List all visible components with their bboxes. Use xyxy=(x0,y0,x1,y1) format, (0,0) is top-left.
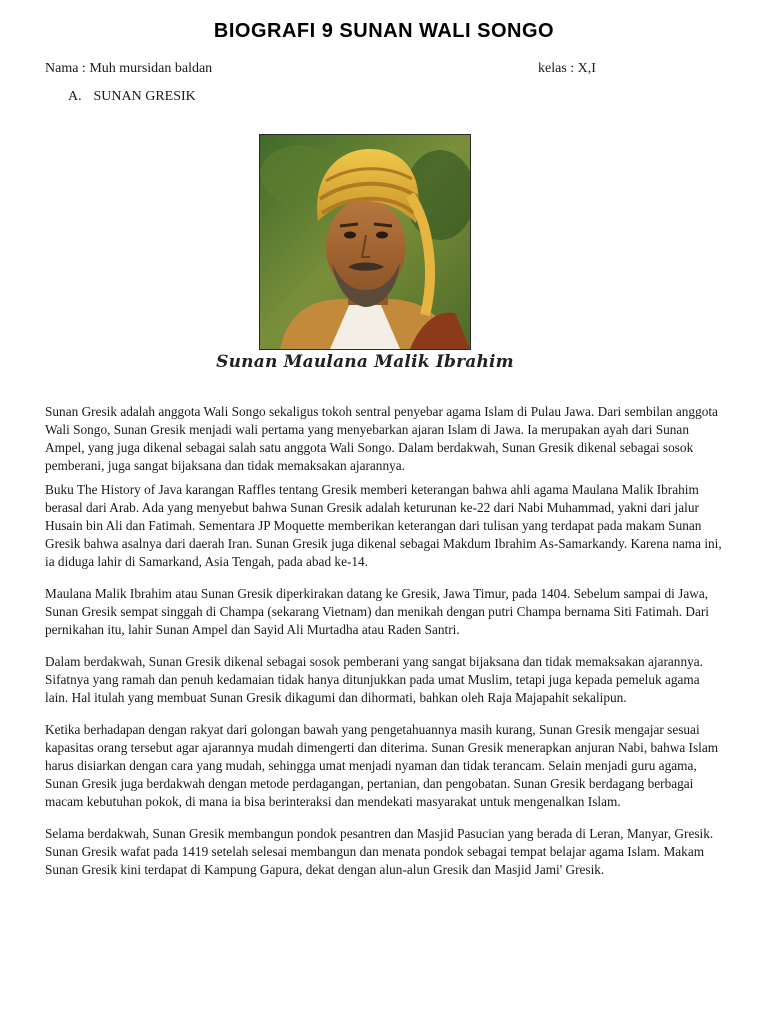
paragraph: Dalam berdakwah, Sunan Gresik dikenal sebagai sosok pemberani yang sangat bijaksana dan tidak memaksakan ajarannya. Sifatnya yang ramah dan penuh kedamaian tidak hanya ditunjukkan pada umat Muslim, tetapi juga kepada pemeluk agama lain. Hal itulah yang membuat Sunan Gresik dikagumi dan dihormati, bahkan oleh Raja Majapahit sekalipun. xyxy=(45,654,703,705)
section-number: A. xyxy=(68,89,82,104)
section-title: SUNAN GRESIK xyxy=(93,89,196,104)
portrait-image xyxy=(259,134,471,350)
figure-caption: Sunan Maulana Malik Ibrahim xyxy=(216,352,514,372)
paragraph: Sunan Gresik adalah anggota Wali Songo sekaligus tokoh sentral penyebar agama Islam di Pulau Jawa. Dari sembilan anggota Wali Songo, Sunan Gresik menjadi wali pertama yang menyebarkan ajaran Islam di Jawa. Ia merupakan ayah dari Sunan Ampel, yang juga dikenal sebagai salah satu anggota Wali Songo. Dalam berdakwah, Sunan Gresik dikenal sebagai sosok pemberani, juga sangat bijaksana dan tidak memaksakan ajarannya. xyxy=(45,404,718,473)
student-name: Nama : Muh mursidan baldan xyxy=(45,61,213,76)
student-class: kelas : X,I xyxy=(538,61,596,76)
paragraph: Maulana Malik Ibrahim atau Sunan Gresik diperkirakan datang ke Gresik, Jawa Timur, pada 1404. Sebelum sampai di Jawa, Sunan Gresik sempat singgah di Champa (sekarang Vietnam) dan menikah dengan putri Champa bernama Siti Fatimah. Dari pernikahan itu, lahir Sunan Ampel dan Sayid Ali Murtadha atau Raden Santri. xyxy=(45,586,710,637)
document-title: BIOGRAFI 9 SUNAN WALI SONGO xyxy=(213,20,555,42)
section-heading xyxy=(68,89,196,105)
paragraph: Selama berdakwah, Sunan Gresik membangun pondok pesantren dan Masjid Pasucian yang berada di Leran, Manyar, Gresik. Sunan Gresik wafat pada 1419 setelah selesai membangun dan menata pondok sebagai tempat belajar agama Islam. Makam Sunan Gresik kini terdapat di Kampung Gapura, dekat dengan alun-alun Gresik dan Masjid Jami' Gresik. xyxy=(45,826,714,877)
paragraph: Buku The History of Java karangan Raffles tentang Gresik memberi keterangan bahwa ahli agama Maulana Malik Ibrahim berasal dari Arab. Ada yang menyebut bahwa Sunan Gresik adalah keturunan ke-22 dari Nabi Muhammad, yakni dari jalur Husain bin Ali dan Fatimah. Sementara JP Moquette memberikan keterangan dari tulisan yang terdapat pada makam Sunan Gresik bahwa asalnya dari daerah Iran. Sunan Gresik juga dikenal sebagai Makdum Ibrahim As-Samarkandy. Karena nama ini, ia diduga lahir di Samarkand, Asia Tengah, pada abad ke-14. xyxy=(45,482,722,569)
paragraph: Ketika berhadapan dengan rakyat dari golongan bawah yang pengetahuannya masih kurang, Sunan Gresik mengajar sesuai kapasitas orang tersebut agar ajarannya mudah dimengerti dan diterima. Sunan Gresik menerapkan anjuran Nabi, bahwa Islam harus disiarkan dengan cara yang mudah, sehingga umat menjadi nyaman dan tidak terancam. Selain menjadi guru agama, Sunan Gresik juga berdakwah dengan metode perdagangan, pertanian, dan pengobatan. Sunan Gresik berdagang berbagai macam kebutuhan pokok, di mana ia bisa berinteraksi dan mendekati masyarakat untuk mengenalkan Islam. xyxy=(45,722,719,809)
body-text xyxy=(45,403,725,885)
